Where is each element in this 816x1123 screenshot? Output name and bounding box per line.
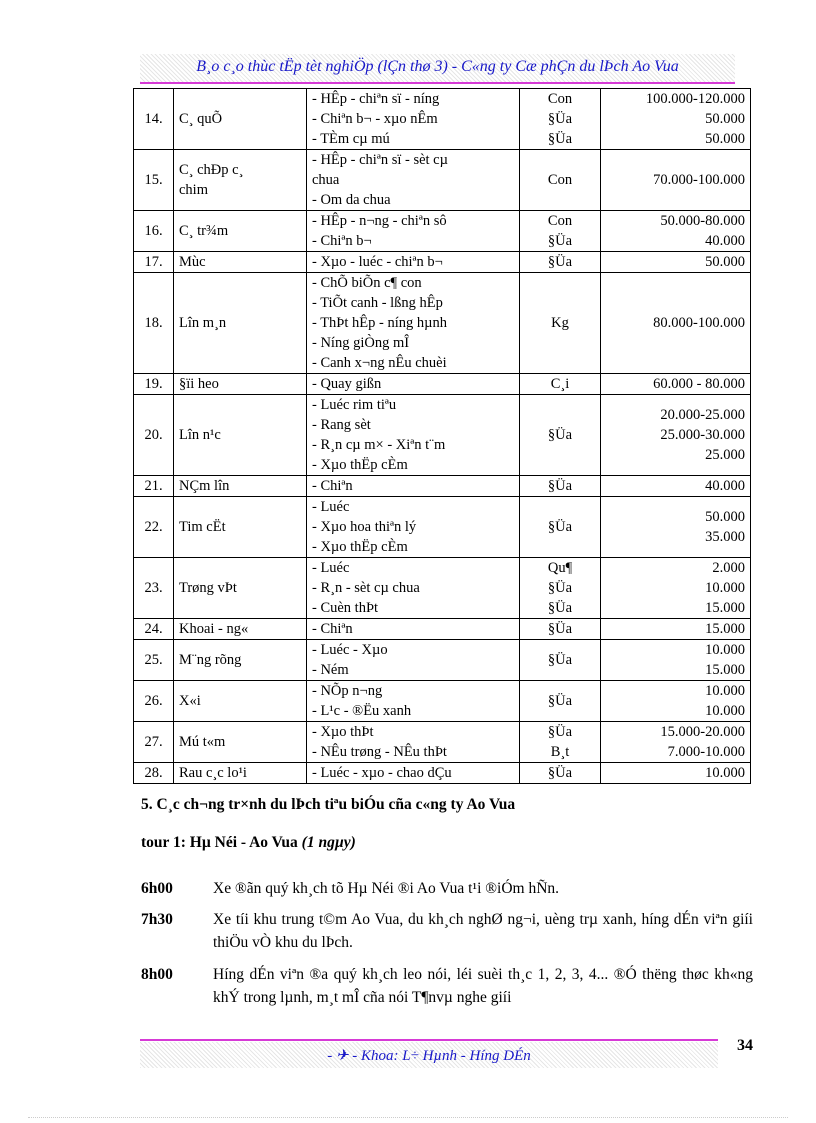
unit: §Üa — [547, 427, 573, 443]
unit: Kg — [551, 315, 569, 331]
price: 25.000-30.000 — [660, 427, 745, 443]
dish-name-cell — [174, 395, 307, 476]
dish-name: Lîn m¸n — [179, 315, 227, 331]
price: 10.000 — [705, 765, 745, 781]
cooking-method: - Chiªn — [312, 621, 353, 637]
cooking-method-cell — [307, 374, 520, 395]
dish-name-cell — [174, 252, 307, 273]
cooking-method: - Luéc - Xµo — [312, 642, 388, 658]
cooking-method: - Chiªn b¬ — [312, 233, 372, 249]
dish-name: Mùc — [179, 254, 206, 270]
cooking-method: - Quay gißn — [312, 376, 382, 392]
unit: Con — [547, 172, 573, 188]
cooking-method: - Luéc - xµo - chao dÇu — [312, 765, 452, 781]
schedule-time: 8h00 — [141, 966, 173, 983]
dish-name-cell — [174, 763, 307, 784]
dish-name: C¸ quÕ — [179, 111, 223, 127]
dish-name: Lîn n¹c — [179, 427, 221, 443]
cooking-method-cell — [307, 252, 520, 273]
price-cell — [601, 619, 751, 640]
page-footer — [140, 1042, 718, 1068]
row-number-cell: 19. — [134, 374, 174, 395]
cooking-method-cell — [307, 640, 520, 681]
cooking-method: - TiÕt canh - lßng hÊp — [312, 295, 443, 311]
cooking-method-cell — [307, 681, 520, 722]
dish-name: Khoai - ng« — [179, 621, 249, 637]
cooking-method-cell — [307, 150, 520, 211]
unit-cell — [520, 722, 601, 763]
table-row — [134, 640, 751, 681]
cooking-method: - Xµo hoa thiªn lý — [312, 519, 417, 535]
row-number-cell: 22. — [134, 497, 174, 558]
cooking-method: chua — [312, 172, 340, 188]
dish-name: Tim cËt — [179, 519, 226, 535]
price-cell — [601, 252, 751, 273]
table-row — [134, 252, 751, 273]
table-row — [134, 273, 751, 374]
cooking-method: - Xµo - luéc - chiªn b¬ — [312, 254, 443, 270]
dish-name-cell — [174, 497, 307, 558]
price: 2.000 — [712, 560, 745, 576]
unit: §Üa — [547, 652, 573, 668]
cooking-method: - NÕp n¬ng — [312, 683, 383, 699]
schedule-text: Híng dÉn viªn ®a quý kh¸ch leo nói, léi suèi th¸c 1, 2, 3, 4... ®Ó thëng thøc kh«ng khÝ trong lµnh, m¸t mÎ cña nói T¶nvµ nghe giíi — [213, 966, 753, 1006]
dish-name-cell — [174, 476, 307, 497]
unit: §Üa — [547, 693, 573, 709]
price-cell — [601, 640, 751, 681]
schedule-item — [141, 877, 753, 900]
price: 40.000 — [705, 233, 745, 249]
schedule-time: 7h30 — [141, 911, 173, 928]
price: 15.000 — [705, 600, 745, 616]
footer-text: - ✈ - Khoa: L÷ Hµnh - Híng DÉn — [327, 1048, 531, 1064]
table-row — [134, 150, 751, 211]
schedule-text: Xe tíi khu trung t©m Ao Vua, du kh¸ch nghØ ng¬i, uèng trµ xanh, híng dÉn viªn giíi thiÖu vÒ khu du lÞch. — [213, 911, 753, 951]
price-cell — [601, 681, 751, 722]
price-cell — [601, 374, 751, 395]
row-number-cell: 27. — [134, 722, 174, 763]
price: 10.000 — [705, 642, 745, 658]
price-cell — [601, 763, 751, 784]
row-number-cell: 18. — [134, 273, 174, 374]
dish-name-cell — [174, 558, 307, 619]
unit: §Üa — [547, 765, 573, 781]
schedule-text: Xe ®ãn quý kh¸ch tõ Hµ Néi ®i Ao Vua t¹i ®iÓm hÑn. — [213, 880, 560, 897]
unit: §Üa — [547, 580, 573, 596]
page-header — [140, 54, 735, 84]
price: 40.000 — [705, 478, 745, 494]
row-number-cell: 16. — [134, 211, 174, 252]
table-row — [134, 395, 751, 476]
schedule-time: 6h00 — [141, 880, 173, 897]
price: 60.000 - 80.000 — [653, 376, 745, 392]
header-title: B¸o c¸o thùc tËp tèt nghiÖp (lÇn thø 3) - C«ng ty Cæ phÇn du lÞch Ao Vua — [196, 58, 679, 75]
price: 20.000-25.000 — [660, 407, 745, 423]
dish-name: Rau c¸c lo¹i — [179, 765, 247, 781]
unit: §Üa — [547, 519, 573, 535]
cooking-method-cell — [307, 476, 520, 497]
price: 70.000-100.000 — [653, 172, 745, 188]
price: 15.000 — [705, 621, 745, 637]
unit: §Üa — [547, 233, 573, 249]
unit: §Üa — [547, 478, 573, 494]
price-cell — [601, 89, 751, 150]
row-number-cell: 15. — [134, 150, 174, 211]
row-number-cell: 24. — [134, 619, 174, 640]
page-number: 34 — [737, 1037, 753, 1054]
cooking-method: - NÊu trøng - NÊu thÞt — [312, 744, 447, 760]
cooking-method: - ThÞt hÊp - níng hµnh — [312, 315, 447, 331]
unit-cell — [520, 476, 601, 497]
row-number-cell: 20. — [134, 395, 174, 476]
row-number-cell: 25. — [134, 640, 174, 681]
dish-name-cell — [174, 640, 307, 681]
cooking-method-cell — [307, 722, 520, 763]
unit-cell — [520, 681, 601, 722]
unit-cell — [520, 150, 601, 211]
price-cell — [601, 497, 751, 558]
cooking-method-cell — [307, 273, 520, 374]
cooking-method-cell — [307, 497, 520, 558]
menu-price-table — [133, 88, 751, 784]
schedule-item — [141, 908, 753, 954]
dish-name-cell — [174, 273, 307, 374]
unit-cell — [520, 497, 601, 558]
table-row — [134, 497, 751, 558]
cooking-method: - Rang sèt — [312, 417, 371, 433]
price-cell — [601, 558, 751, 619]
unit: §Üa — [547, 111, 573, 127]
unit: §Üa — [547, 621, 573, 637]
table-row — [134, 763, 751, 784]
unit-cell — [520, 640, 601, 681]
dish-name-cell — [174, 150, 307, 211]
table-row — [134, 476, 751, 497]
price-cell — [601, 476, 751, 497]
price: 25.000 — [705, 447, 745, 463]
unit-cell — [520, 558, 601, 619]
tour-label: tour 1: Hµ Néi - Ao Vua — [141, 834, 298, 851]
cooking-method-cell — [307, 211, 520, 252]
schedule-item — [141, 963, 753, 1009]
cooking-method: - Canh x¬ng nÊu chuèi — [312, 355, 447, 371]
cooking-method: - Níng giÒng mÎ — [312, 335, 410, 351]
cooking-method: - Luéc — [312, 499, 350, 515]
dish-name: NÇm lîn — [179, 478, 230, 494]
price: 50.000 — [705, 111, 745, 127]
price-cell — [601, 722, 751, 763]
dish-name: chim — [179, 182, 208, 198]
cooking-method: - ChÕ biÕn c¶ con — [312, 275, 422, 291]
table-row — [134, 374, 751, 395]
price-cell — [601, 273, 751, 374]
unit: C¸i — [550, 376, 570, 392]
cooking-method: - Chiªn — [312, 478, 353, 494]
cooking-method: - R¸n - sèt cµ chua — [312, 580, 420, 596]
dish-name: X«i — [179, 693, 201, 709]
cooking-method-cell — [307, 763, 520, 784]
price: 10.000 — [705, 703, 745, 719]
unit: §Üa — [547, 724, 573, 740]
cooking-method: - Xµo thËp cÈm — [312, 457, 408, 473]
price: 10.000 — [705, 580, 745, 596]
cooking-method: - Xµo thËp cÈm — [312, 539, 408, 555]
unit: Qu¶ — [547, 560, 573, 576]
price: 15.000-20.000 — [660, 724, 745, 740]
cooking-method: - TÈm cµ mú — [312, 131, 390, 147]
page-bottom-border — [28, 1117, 788, 1118]
unit: §Üa — [547, 600, 573, 616]
row-number-cell: 23. — [134, 558, 174, 619]
cooking-method: - Ném — [312, 662, 349, 678]
unit: §Üa — [547, 254, 573, 270]
dish-name-cell — [174, 211, 307, 252]
price: 10.000 — [705, 683, 745, 699]
price: 50.000-80.000 — [660, 213, 745, 229]
cooking-method-cell — [307, 619, 520, 640]
tour-title — [141, 834, 356, 852]
price-cell — [601, 211, 751, 252]
price: 50.000 — [705, 254, 745, 270]
price: 35.000 — [705, 529, 745, 545]
unit-cell — [520, 374, 601, 395]
dish-name: §ïi heo — [179, 376, 219, 392]
cooking-method-cell — [307, 558, 520, 619]
unit-cell — [520, 89, 601, 150]
dish-name: C¸ chÐp c¸ — [179, 162, 244, 178]
unit-cell — [520, 252, 601, 273]
cooking-method: - HÊp - n¬ng - chiªn sô — [312, 213, 447, 229]
table-row — [134, 619, 751, 640]
table-row — [134, 211, 751, 252]
unit: Con — [547, 91, 573, 107]
row-number-cell: 28. — [134, 763, 174, 784]
cooking-method: - HÊp - chiªn sï - sèt cµ — [312, 152, 448, 168]
cooking-method: - HÊp - chiªn sï - níng — [312, 91, 440, 107]
cooking-method-cell — [307, 89, 520, 150]
cooking-method: - L¹c - ®Ëu xanh — [312, 703, 412, 719]
unit-cell — [520, 763, 601, 784]
table-row — [134, 558, 751, 619]
unit: §Üa — [547, 131, 573, 147]
row-number-cell: 17. — [134, 252, 174, 273]
unit-cell — [520, 619, 601, 640]
row-number-cell: 14. — [134, 89, 174, 150]
cooking-method: - Om da chua — [312, 192, 391, 208]
footer-divider — [140, 1039, 718, 1041]
price: 80.000-100.000 — [653, 315, 745, 331]
cooking-method: - R¸n cµ m× - Xiªn t¨m — [312, 437, 446, 453]
cooking-method: - Cuèn thÞt — [312, 600, 379, 616]
price: 7.000-10.000 — [667, 744, 745, 760]
dish-name: Mú t«m — [179, 734, 226, 750]
price-cell — [601, 150, 751, 211]
dish-name: Trøng vÞt — [179, 580, 237, 596]
dish-name-cell — [174, 89, 307, 150]
dish-name: C¸ tr¾m — [179, 223, 229, 239]
price: 15.000 — [705, 662, 745, 678]
row-number-cell: 21. — [134, 476, 174, 497]
cooking-method-cell — [307, 395, 520, 476]
dish-name-cell — [174, 619, 307, 640]
cooking-method: - Xµo thÞt — [312, 724, 374, 740]
tour-duration: (1 ngµy) — [301, 834, 356, 851]
table-row — [134, 89, 751, 150]
row-number-cell: 26. — [134, 681, 174, 722]
unit-cell — [520, 395, 601, 476]
dish-name-cell — [174, 722, 307, 763]
cooking-method: - Luéc rim tiªu — [312, 397, 397, 413]
price: 50.000 — [705, 131, 745, 147]
table-row — [134, 722, 751, 763]
table-row — [134, 681, 751, 722]
cooking-method: - Luéc — [312, 560, 350, 576]
cooking-method: - Chiªn b¬ - xµo nÊm — [312, 111, 438, 127]
unit-cell — [520, 211, 601, 252]
price: 50.000 — [705, 509, 745, 525]
unit: Con — [547, 213, 573, 229]
unit: B¸t — [550, 744, 570, 760]
dish-name: M¨ng rõng — [179, 652, 242, 668]
price: 100.000-120.000 — [645, 91, 745, 107]
dish-name-cell — [174, 374, 307, 395]
price-cell — [601, 395, 751, 476]
unit-cell — [520, 273, 601, 374]
section-title: 5. C¸c ch¬ng tr×nh du lÞch tiªu biÓu cña c«ng ty Ao Vua — [141, 796, 516, 813]
dish-name-cell — [174, 681, 307, 722]
